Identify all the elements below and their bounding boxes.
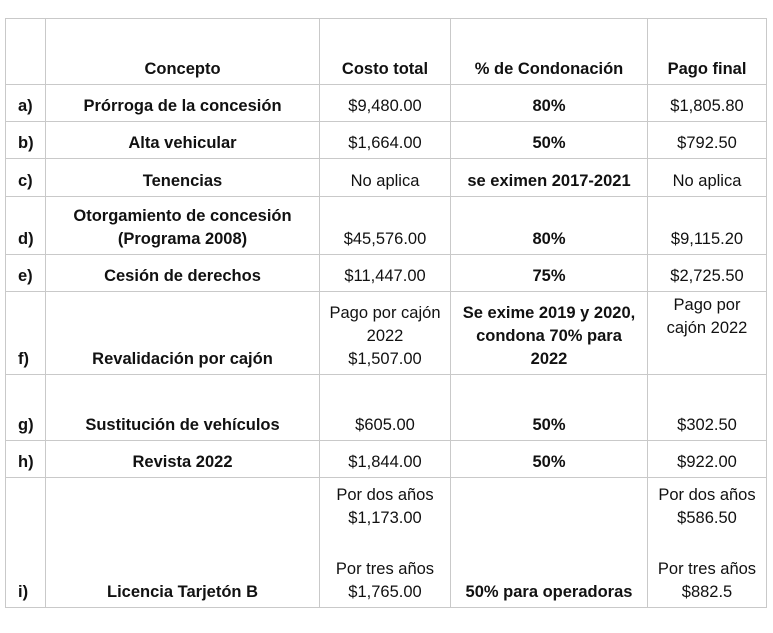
row-costo: $9,480.00 bbox=[320, 85, 451, 122]
table-row bbox=[6, 122, 767, 159]
row-concepto: Tenencias bbox=[46, 159, 320, 197]
row-pago: $9,115.20 bbox=[648, 197, 767, 255]
row-costo: $1,844.00 bbox=[320, 441, 451, 478]
pay-option-three-years: Por tres años $882.5 bbox=[657, 560, 757, 601]
row-concepto: Sustitución de vehículos bbox=[46, 375, 320, 441]
row-letter: i) bbox=[6, 478, 46, 608]
header-letter bbox=[6, 19, 46, 85]
table-row bbox=[6, 255, 767, 292]
row-costo: $605.00 bbox=[320, 375, 451, 441]
row-costo: $45,576.00 bbox=[320, 197, 451, 255]
table-row bbox=[6, 478, 767, 608]
condonation-table bbox=[5, 18, 767, 608]
row-letter: f) bbox=[6, 292, 46, 375]
row-pago: $302.50 bbox=[648, 375, 767, 441]
table-row bbox=[6, 292, 767, 375]
row-condonacion: 75% bbox=[451, 255, 648, 292]
row-concepto: Otorgamiento de concesión (Programa 2008) bbox=[46, 197, 320, 255]
condonation-table-container bbox=[5, 18, 767, 608]
row-costo: Pago por cajón 2022 $1,507.00 bbox=[320, 292, 451, 375]
row-pago: No aplica bbox=[648, 159, 767, 197]
row-costo: $1,664.00 bbox=[320, 122, 451, 159]
row-pago: $922.00 bbox=[648, 441, 767, 478]
row-pago: $2,725.50 bbox=[648, 255, 767, 292]
row-letter: b) bbox=[6, 122, 46, 159]
row-letter: d) bbox=[6, 197, 46, 255]
row-condonacion: Se exime 2019 y 2020, condona 70% para 2022 bbox=[451, 292, 648, 375]
row-pago: $792.50 bbox=[648, 122, 767, 159]
header-pago-final: Pago final bbox=[648, 19, 767, 85]
header-costo-total: Costo total bbox=[320, 19, 451, 85]
row-costo: $11,447.00 bbox=[320, 255, 451, 292]
row-condonacion: 50% bbox=[451, 375, 648, 441]
row-concepto: Revista 2022 bbox=[46, 441, 320, 478]
row-concepto: Prórroga de la concesión bbox=[46, 85, 320, 122]
row-concepto: Revalidación por cajón bbox=[46, 292, 320, 375]
table-row bbox=[6, 85, 767, 122]
row-letter: a) bbox=[6, 85, 46, 122]
header-concepto: Concepto bbox=[46, 19, 320, 85]
table-row bbox=[6, 441, 767, 478]
table-row bbox=[6, 375, 767, 441]
row-costo: No aplica bbox=[320, 159, 451, 197]
header-condonacion: % de Condonación bbox=[451, 19, 648, 85]
cost-option-two-years: Por dos años $1,173.00 bbox=[336, 486, 434, 527]
row-condonacion: 50% bbox=[451, 441, 648, 478]
header-row bbox=[6, 19, 767, 85]
table-row bbox=[6, 197, 767, 255]
pay-option-two-years: Por dos años $586.50 bbox=[658, 486, 756, 527]
row-pago-options bbox=[648, 478, 767, 608]
row-concepto: Alta vehicular bbox=[46, 122, 320, 159]
row-letter: e) bbox=[6, 255, 46, 292]
row-costo-options bbox=[320, 478, 451, 608]
row-letter: h) bbox=[6, 441, 46, 478]
row-pago: $1,805.80 bbox=[648, 85, 767, 122]
row-letter: g) bbox=[6, 375, 46, 441]
row-pago: Pago por cajón 2022 bbox=[648, 292, 767, 375]
row-condonacion: 80% bbox=[451, 85, 648, 122]
row-condonacion: se eximen 2017-2021 bbox=[451, 159, 648, 197]
row-concepto: Cesión de derechos bbox=[46, 255, 320, 292]
row-concepto: Licencia Tarjetón B bbox=[46, 478, 320, 608]
table-row bbox=[6, 159, 767, 197]
row-condonacion: 50% bbox=[451, 122, 648, 159]
row-letter: c) bbox=[6, 159, 46, 197]
row-condonacion: 80% bbox=[451, 197, 648, 255]
cost-option-three-years: Por tres años $1,765.00 bbox=[335, 560, 435, 601]
row-condonacion: 50% para operadoras bbox=[451, 478, 648, 608]
